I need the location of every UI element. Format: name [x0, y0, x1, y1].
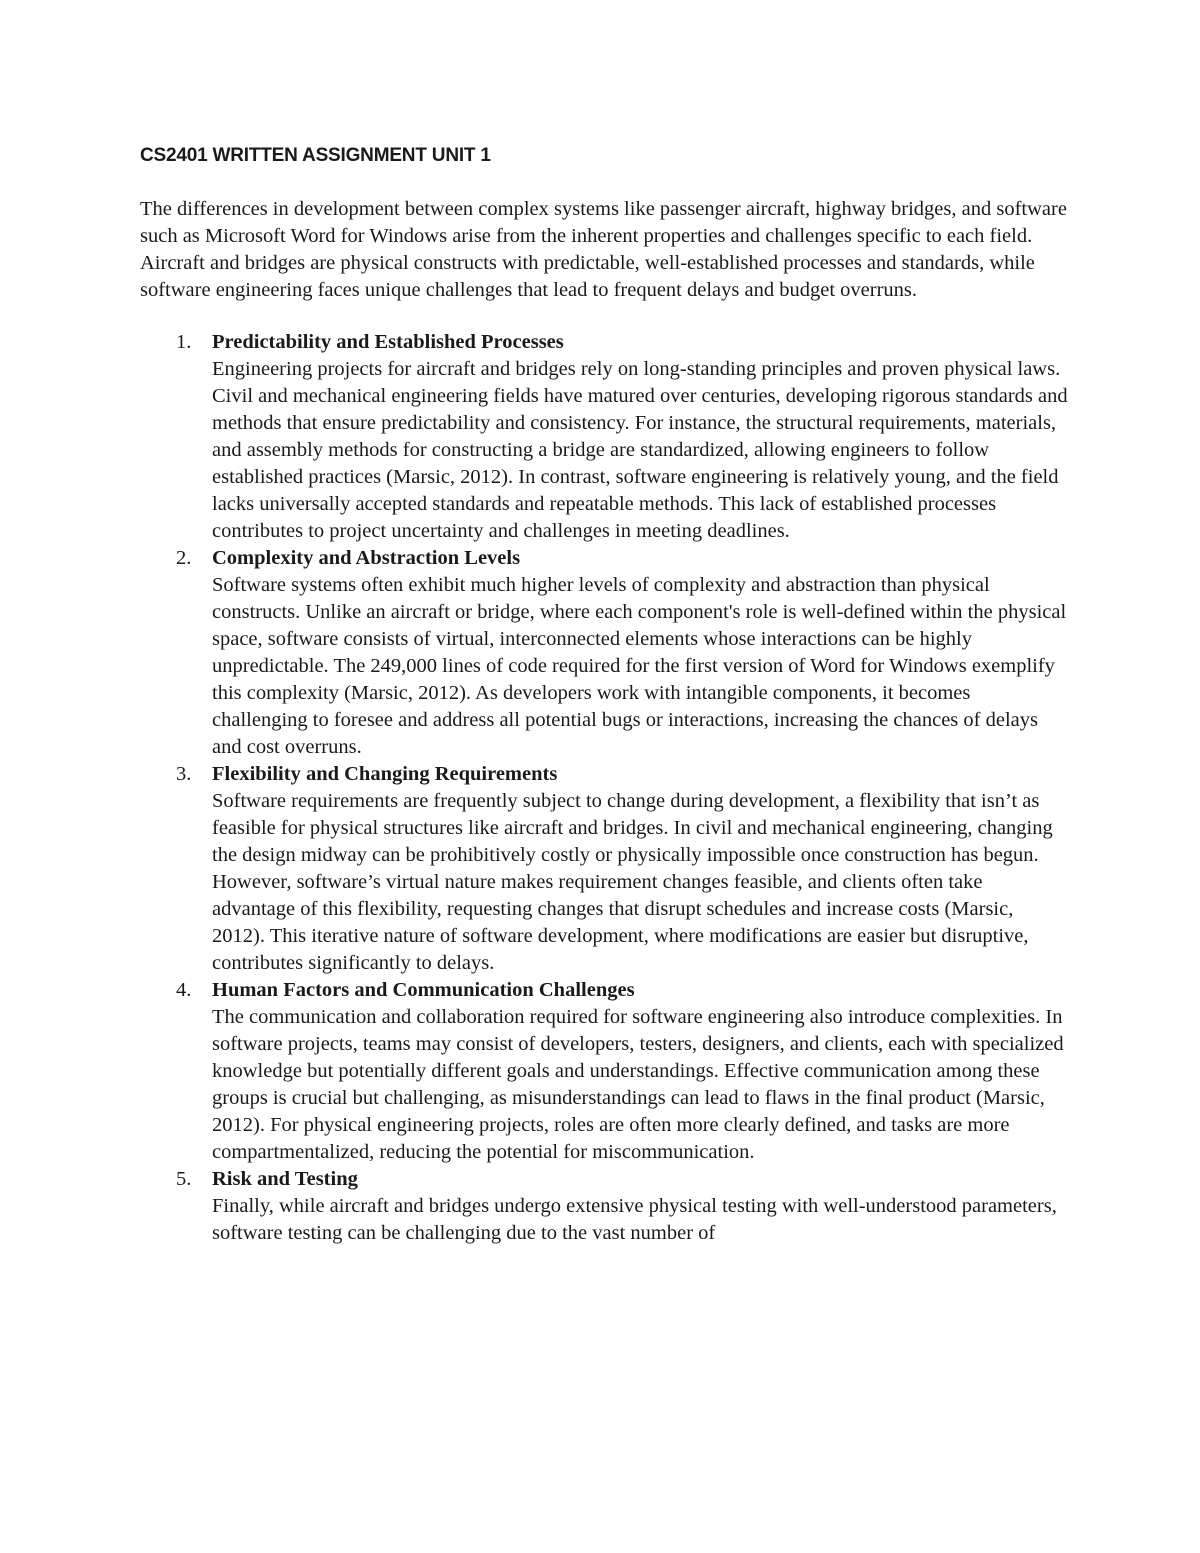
section-heading: Risk and Testing [212, 1168, 358, 1190]
section-number: 5. [176, 1168, 192, 1190]
section-number: 1. [176, 331, 192, 353]
section-body: The communication and collaboration required for software engineering also introduce complexities. In software projects, teams may consist of developers, testers, designers, and clients, each with specialized knowledge but potentially different goals and understandings. Effective communication among these groups is crucial but challenging, as misunderstandings can lead to flaws in the final product (Marsic, 2012). For physical engineering projects, roles are often more clearly defined, and tasks are more compartmentalized, reducing the potential for miscommunication. [212, 1006, 1064, 1163]
section-heading: Human Factors and Communication Challenges [212, 979, 635, 1001]
section-body: Software requirements are frequently subject to change during development, a flexibility that isn’t as feasible for physical structures like aircraft and bridges. In civil and mechanical engineering, changing the design midway can be prohibitively costly or physically impossible once construction has begun. However, software’s virtual nature makes requirement changes feasible, and clients often take advantage of this flexibility, requesting changes that disrupt schedules and increase costs (Marsic, 2012). This iterative nature of software development, where modifications are easier but disruptive, contributes significantly to delays. [212, 790, 1053, 974]
list-item [140, 545, 1070, 761]
section-heading: Flexibility and Changing Requirements [212, 763, 558, 785]
section-heading: Complexity and Abstraction Levels [212, 547, 521, 569]
section-heading: Predictability and Established Processes [212, 331, 564, 353]
intro-paragraph: The differences in development between complex systems like passenger aircraft, highway bridges, and software such as Microsoft Word for Windows arise from the inherent properties and challenges specific to each field. Aircraft and bridges are physical constructs with predictable, well-established processes and standards, while software engineering faces unique challenges that lead to frequent delays and budget overruns. [140, 198, 1067, 301]
list-item [140, 761, 1070, 977]
document-page [140, 142, 1070, 1247]
list-item [140, 329, 1070, 545]
section-number: 4. [176, 979, 192, 1001]
section-number: 2. [176, 547, 192, 569]
list-item [140, 1166, 1070, 1247]
document-title: CS2401 WRITTEN ASSIGNMENT UNIT 1 [140, 145, 491, 166]
section-number: 3. [176, 763, 192, 785]
list-item [140, 977, 1070, 1166]
section-body: Finally, while aircraft and bridges undergo extensive physical testing with well-understood parameters, software testing can be challenging due to the vast number of [212, 1195, 1057, 1244]
section-body: Engineering projects for aircraft and bridges rely on long-standing principles and proven physical laws. Civil and mechanical engineering fields have matured over centuries, developing rigorous standards and methods that ensure predictability and consistency. For instance, the structural requirements, materials, and assembly methods for constructing a bridge are standardized, allowing engineers to follow established practices (Marsic, 2012). In contrast, software engineering is relatively young, and the field lacks universally accepted standards and repeatable methods. This lack of established processes contributes to project uncertainty and challenges in meeting deadlines. [212, 358, 1068, 542]
section-body: Software systems often exhibit much higher levels of complexity and abstraction than physical constructs. Unlike an aircraft or bridge, where each component's role is well-defined within the physical space, software consists of virtual, interconnected elements whose interactions can be highly unpredictable. The 249,000 lines of code required for the first version of Word for Windows exemplify this complexity (Marsic, 2012). As developers work with intangible components, it becomes challenging to foresee and address all potential bugs or interactions, increasing the chances of delays and cost overruns. [212, 574, 1067, 758]
section-list [140, 329, 1070, 1247]
